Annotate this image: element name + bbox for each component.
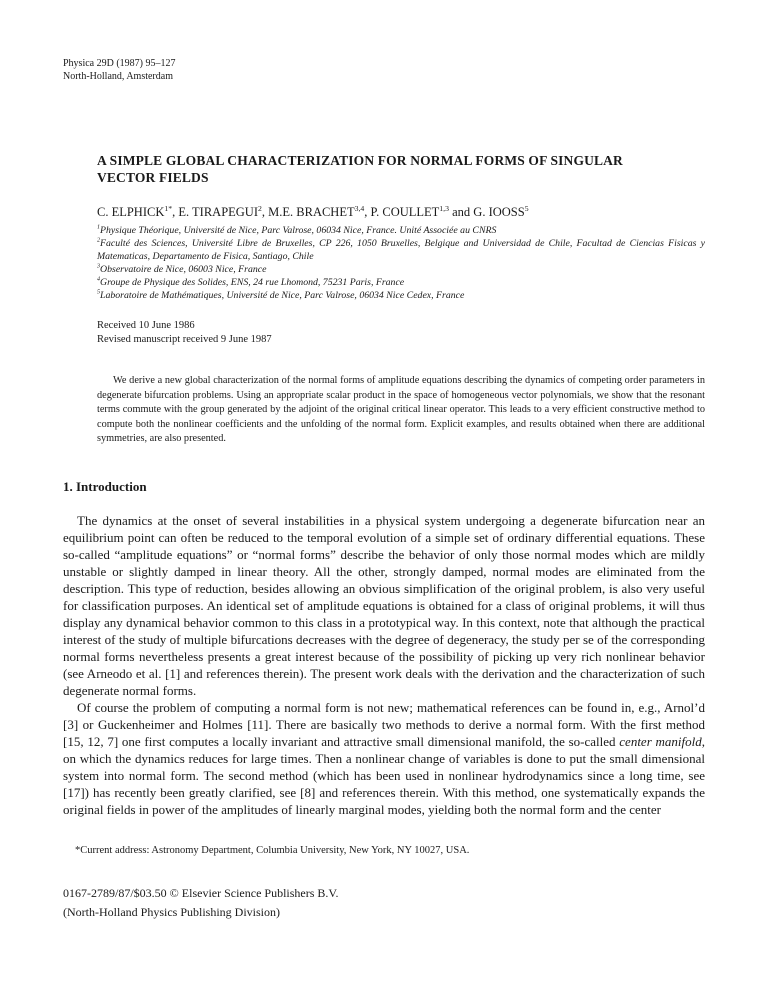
imprint [63, 884, 705, 922]
author-name: C. ELPHICK [97, 205, 165, 219]
affiliation-line [97, 224, 705, 237]
affiliation-line [97, 276, 705, 289]
author-name: E. TIRAPEGUI [178, 205, 259, 219]
affiliation-number: 4 [97, 276, 101, 283]
revised-line: Revised manuscript received 9 June 1987 [97, 334, 272, 345]
affiliation-text: Laboratoire de Mathématiques, Université de Nice, Parc Valrose, 06034 Nice Cedex, France [100, 290, 465, 301]
affiliation-text: Physique Théorique, Université de Nice, Parc Valrose, 06034 Nice, France. Unité Associée au CNRS [100, 225, 497, 236]
body-paragraph: The dynamics at the onset of several instabilities in a physical system undergoing a degenerate bifurcation near an equilibrium point can often be reduced to the temporal evolution of a simple set of ordinary differential equations. These so-called “amplitude equations” or “normal forms” describe the behavior of only those normal modes which are mildly unstable or slightly damped in linear theory. All the other, strongly damped, normal modes are eliminated from the description. This type of reduction, besides allowing an obvious simplification of the original problem, is also very useful for classification purposes. An identical set of amplitude equations is obtained for a class of original problems, it will thus display any dynamical behavior common to this class in a prototypical way. In this context, note that although the practical interest of the study of multiple bifurcations decreases with the degree of degeneracy, the study per se of the corresponding normal forms nevertheless presents a great interest because of the possibility of picking up very rich nonlinear behavior (see Arneodo et al. [1] and references therein). The present work deals with the derivation and the characterization of such degenerate normal forms. [63, 512, 705, 698]
received-line: Received 10 June 1986 [97, 320, 195, 331]
affiliation-number: 5 [97, 289, 101, 296]
affiliation-number: 3 [97, 263, 101, 270]
author-affiliation-ref: 1,3 [439, 203, 449, 213]
division-line: (North-Holland Physics Publishing Division) [63, 904, 281, 919]
publisher-line: North-Holland, Amsterdam [63, 71, 173, 82]
journal-line: Physica 29D (1987) 95–127 [63, 58, 176, 69]
body-paragraph [63, 699, 705, 818]
author-affiliation-ref: 3,4 [354, 203, 365, 213]
received-block [97, 319, 705, 347]
paragraph-segment: Of course the problem of computing a normal form is not new; mathematical references can be found in, e.g., Arnol’d [3] or Guckenheimer and Holmes [11]. There are basically two methods to derive a normal form. With the first method [15, 12, 7] one first computes a locally invariant and attractive small dimensional manifold, the so-called [63, 699, 705, 749]
section-heading: 1. Introduction [63, 478, 147, 494]
affiliations [97, 224, 705, 302]
author-name: M.E. BRACHET [268, 205, 355, 219]
copyright-line: 0167-2789/87/$03.50 © Elsevier Science Publishers B.V. [63, 885, 339, 900]
paper-title: A SIMPLE GLOBAL CHARACTERIZATION FOR NORMAL FORMS OF SINGULAR VECTOR FIELDS [97, 153, 623, 185]
author-separator: , [172, 205, 179, 219]
author-separator: and [448, 205, 474, 219]
author-separator: , [364, 205, 371, 219]
journal-header [63, 57, 705, 83]
authors-line [97, 204, 705, 220]
author-affiliation-ref: 2 [258, 203, 262, 213]
affiliation-line [97, 237, 705, 263]
author-name: P. COULLET [370, 205, 440, 219]
paragraph-segment: , on which the dynamics reduces for large times. Then a nonlinear change of variables is done to put the small dimensional system into normal form. The second method (which has been used in nonlinear hydrodynamics since a long time, see [17]) has recently been greatly clarified, see [8] and references therein. With this method, one systematically expands the original fields in power of the amplitudes of linearly marginal modes, yielding both the normal form and the center [63, 733, 705, 817]
italic-term: center manifold [619, 733, 702, 749]
affiliation-number: 2 [97, 237, 101, 244]
affiliation-text: Faculté des Sciences, Université Libre de Bruxelles, CP 226, 1050 Bruxelles, Belgique and Universidad de Chile, Facultad de Ciencias Fisicas y Matematicas, Departamento de Fisica, Santiago, Chile [97, 238, 705, 262]
footnote: *Current address: Astronomy Department, Columbia University, New York, NY 10027, USA. [75, 844, 470, 856]
affiliation-line [97, 289, 705, 302]
author-separator: , [261, 205, 269, 219]
author-affiliation-ref: 1* [164, 203, 173, 213]
abstract: We derive a new global characterization of the normal forms of amplitude equations describing the dynamics of competing order parameters in degenerate bifurcation problems. Using an appropriate scalar product in the space of homogeneous vector polynomials, we show that the resonant terms commute with the group generated by the adjoint of the original critical linear operator. This leads to a very efficient constructive method to compute both the nonlinear coefficients and the unfolding of the normal form. Explicit examples, and results obtained when there are additional symmetries, are also presented. [97, 375, 705, 445]
affiliation-text: Groupe de Physique des Solides, ENS, 24 rue Lhomond, 75231 Paris, France [100, 277, 405, 288]
front-matter [97, 152, 705, 447]
affiliation-text: Observatoire de Nice, 06003 Nice, France [100, 264, 267, 275]
author-affiliation-ref: 5 [524, 203, 529, 213]
affiliation-number: 1 [97, 224, 101, 231]
affiliation-line [97, 263, 705, 276]
author-name: G. IOOSS [473, 205, 525, 219]
